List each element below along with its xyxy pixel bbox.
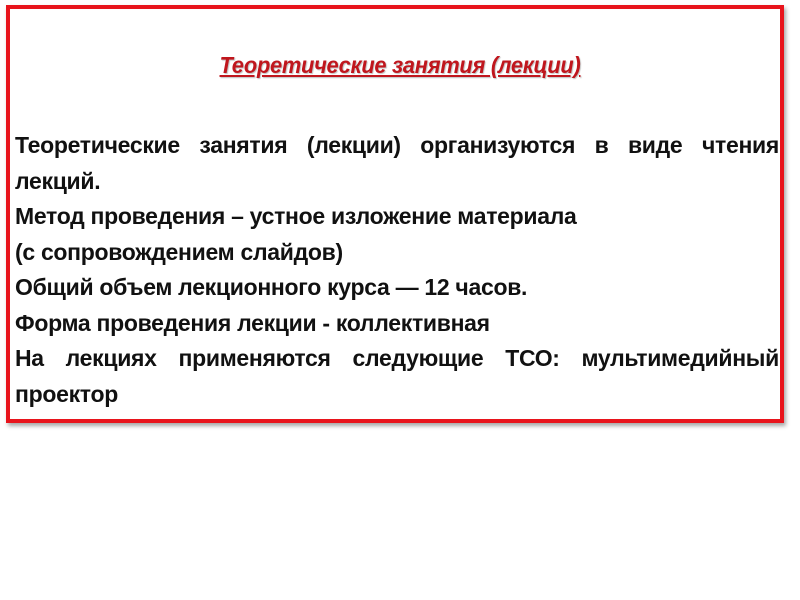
body-line-2: лекций. — [15, 167, 101, 194]
body-line-7: На лекциях применяются следующие ТСО: мультимедийный — [15, 345, 779, 371]
body-line-3: Метод проведения – устное изложение материала — [15, 203, 577, 229]
body-line-6: Форма проведения лекции - коллективная — [15, 309, 490, 336]
body-line-1: Теоретические занятия (лекции) организуются в виде чтения — [15, 132, 779, 158]
body-line-5: Общий объем лекционного курса — 12 часов. — [15, 274, 528, 300]
slide-title: Теоретические занятия (лекции) — [219, 52, 581, 78]
body-line-4: (с сопровождением слайдов) — [15, 238, 343, 265]
body-line-8: проектор — [15, 380, 118, 407]
slide-body — [15, 128, 779, 412]
